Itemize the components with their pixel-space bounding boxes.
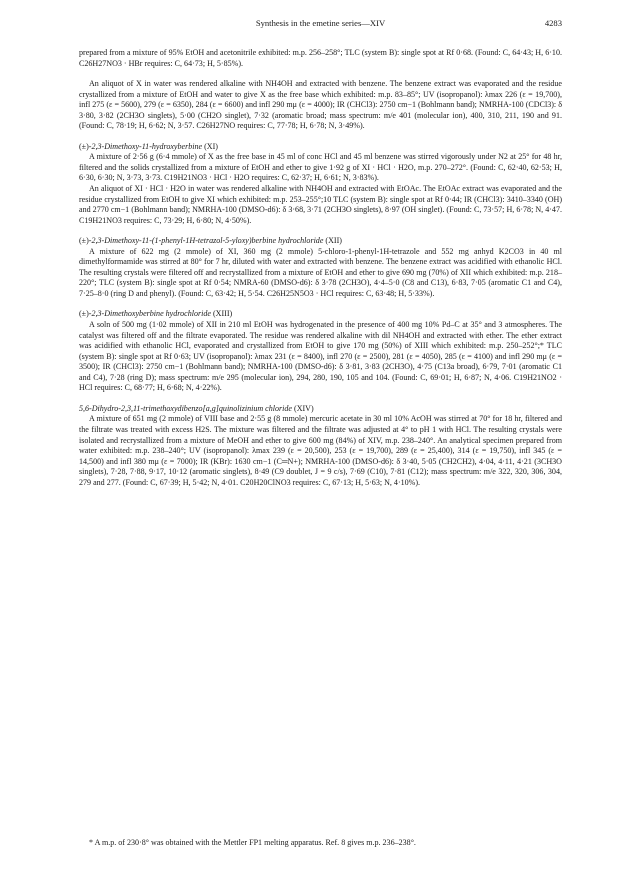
compound-name: 2,3-Dimethoxy-11-(1-phenyl-1H-tetrazol-5-yloxy)berbine hydrochloride [91,236,324,246]
body-paragraph: A mixture of 651 mg (2 mmole) of VIII base and 2·55 g (8 mmole) mercuric acetate in 30 ml 10% AcOH was stirred at 70° for 18 hr, filtered and the filtrate was treated with excess H2S. The mixture was filtered and the filtrate was adjusted at 4° to pH 1 with HCl. The resulting crystals were isolated and recrystallized from a mixture of MeOH and ether to give 600 mg (84%) of XIV, m.p. 238–240°. An analytical specimen prepared from water exhibited: m.p. 238–240°; UV (isopropanol): λmax 239 (ε = 20,500), 253 (ε = 19,700), 289 (ε = 25,400), 314 (ε = 19,750), infl 345 (ε = 14,500) and infl 380 mμ (ε = 7000); IR (KBr): 1630 cm−1 (C═N+); NMRHA-100 (DMSO-d6): δ 3·40, 5·05 (CH2CH2), 4·04, 4·11, 4·21 (3CH3O singlets), 7·28, 7·88, 9·17, 10·12 (aromatic singlets), 8·49 (C9 doublet, J = 9 c/s), 7·69 (C10), 7·81 (C12); mass spectrum: m/e 322, 320, 306, 304, 279 and 277. (Found: C, 67·39; H, 5·42; N, 4·01. C20H20ClNO3 requires: C, 67·13; H, 5·63; N, 4·10%). [79,414,562,487]
compound-number: (XI) [202,141,218,151]
body-paragraph: prepared from a mixture of 95% EtOH and acetonitrile exhibited: m.p. 256–258°; TLC (system B): single spot at Rf 0·68. (Found: C, 64·43; H, 6·10. C26H27NO3 · HBr requires: C, 64·73; H, 5·85%). [79,48,562,68]
body-paragraph: A mixture of 622 mg (2 mmole) of XI, 360 mg (2 mmole) 5-chloro-1-phenyl-1H-tetrazole and 552 mg anhyd K2CO3 in 40 ml dimethylformamide was stirred at 80° for 7 hr, diluted with water and extracted with benzene. The benzene extract was acidified with ethanolic HCl. The resulting crystals were filtered off and recrystallized from a mixture of EtOH and ether to give 690 mg (70%) of XII which exhibited: m.p. 218–220°; TLC (system B): single spot at Rf 0·54; NMRA-60 (DMSO-d6): δ 3·78 (2CH3O), 4·4–5·0 (C8 and C13), 6·83, 7·05 (aromatic C1 and C4), 7·25–8·0 (ring D and phenyl). (Found: C, 63·42; H, 5·54. C26H25N5O3 · HCl requires: C, 63·48; H, 5·33%). [79,246,562,298]
body-paragraph: A soln of 500 mg (1·02 mmole) of XII in 210 ml EtOH was hydrogenated in the presence of 400 mg 10% Pd–C at 35° and 3 atmospheres. The catalyst was filtered off and the filtrate evaporated. The residue was rendered alkaline with dil NH4OH and extracted with ether. The ether extract was acidified with ethanolic HCl, evaporated and crystallized from EtOH to give 170 mg (50%) of XIII which exhibited: m.p. 250–252°;* TLC (system B): single spot at Rf 0·63; UV (isopropanol): λmax 231 (ε = 8400), infl 270 (ε = 2500), 281 (ε = 4050), 285 (ε = 4100) and infl 290 mμ (ε = 3500); IR (CHCl3): 2750 cm−1 (Bohlmann band); NMRHA-100 (DMSO-d6): δ 3·81, 3·83 (2CH3O), 4·75 (C13a broad), 6·79, 7·01 (aromatic C1 and C4), 7·28 (ring D); mass spectrum: m/e 295 (molecular ion), 294, 280, 190, 105 and 104. (Found: C, 69·01; H, 6·87; N, 4·06. C19H21NO2 · HCl requires: C, 68·77; H, 6·68; N, 4·22%). [79,320,562,393]
body-paragraph: An aliquot of X in water was rendered alkaline with NH4OH and extracted with benzene. The benzene extract was evaporated and the residue crystallized from a mixture of EtOH and water to give X as the free base which exhibited: m.p. 83–85°; UV (isopropanol): λmax 226 (ε = 19,700), infl 275 (ε = 5600), 279 (ε = 6350), 284 (ε = 6600) and infl 290 mμ (ε = 4000); IR (CHCl3): 2750 cm−1 (Bohlmann band); NMRHA-100 (CDCl3): δ 3·80, 3·82 (2CH3O singlets), 5·00 (CH2O singlet), 7·32 (aromatic broad; mass spectrum: m/e 401 (molecular ion), 400, 310, 211, 190 and 91. (Found: C, 78·19; H, 6·62; N, 3·57. C26H27NO requires: C, 77·78; H, 6·78; N, 3·49%). [79,79,562,131]
body-paragraph: An aliquot of XI · HCl · H2O in water was rendered alkaline with NH4OH and extracted with EtOAc. The EtOAc extract was evaporated and the residue crystallized from EtOH to give XI which exhibited: m.p. 253–255°;10 TLC (system B): single spot at Rf 0·44; IR (CHCl3): 3410–3340 (OH) and 2770 cm−1 (Bohlmann band); NMRHA-100 (DMSO-d6): δ 3·68, 3·71 (2CH3O singlets), 8·97 (OH singlet). (Found: C, 73·57; H, 6·78; N, 4·47. C19H21NO3 requires: C, 73·29; H, 6·80; N, 4·50%). [79,184,562,225]
compound-number: (XII) [323,236,342,246]
compound-name: 2,3-Dimethoxy-11-hydroxyberbine [91,141,203,151]
body-paragraph: A mixture of 2·56 g (6·4 mmole) of X as the free base in 45 ml of conc HCl and 45 ml benzene was stirred vigorously under N2 at 25° for 48 hr, filtered and the solids crystallized from a mixture of EtOH and ether to give 1·92 g of XI · HCl · H2O, m.p. 270–272°. (Found: C, 62·40, 62·53; H, 6·30, 6·30; N, 3·73, 3·73. C19H21NO3 · HCl · H2O requires: C, 62·37; H, 6·61; N, 3·83%). [79,152,562,183]
running-head: Synthesis in the emetine series—XIV [255,18,386,28]
page-number: 4283 [544,18,562,28]
heading-prefix: (±)- [79,141,92,151]
compound-heading [79,309,562,320]
footnote: * A m.p. of 230·8° was obtained with the Mettler FP1 melting apparatus. Ref. 8 gives m.p. 236–238°. [89,838,416,847]
compound-heading [79,236,562,247]
compound-name: 2,3-Dimethoxyberbine hydrochloride [91,309,211,319]
heading-prefix: (±)- [79,236,92,246]
compound-heading [79,142,562,153]
compound-number: (XIV) [292,403,314,413]
compound-number: (XIII) [210,309,233,319]
compound-name: 5,6-Dihydro-2,3,11-trimethoxydibenzo[a,g]quinolizinium chloride [79,403,292,413]
article-body [79,48,562,488]
heading-prefix: (±)- [79,309,92,319]
compound-heading [79,404,562,415]
page-header [79,18,562,30]
